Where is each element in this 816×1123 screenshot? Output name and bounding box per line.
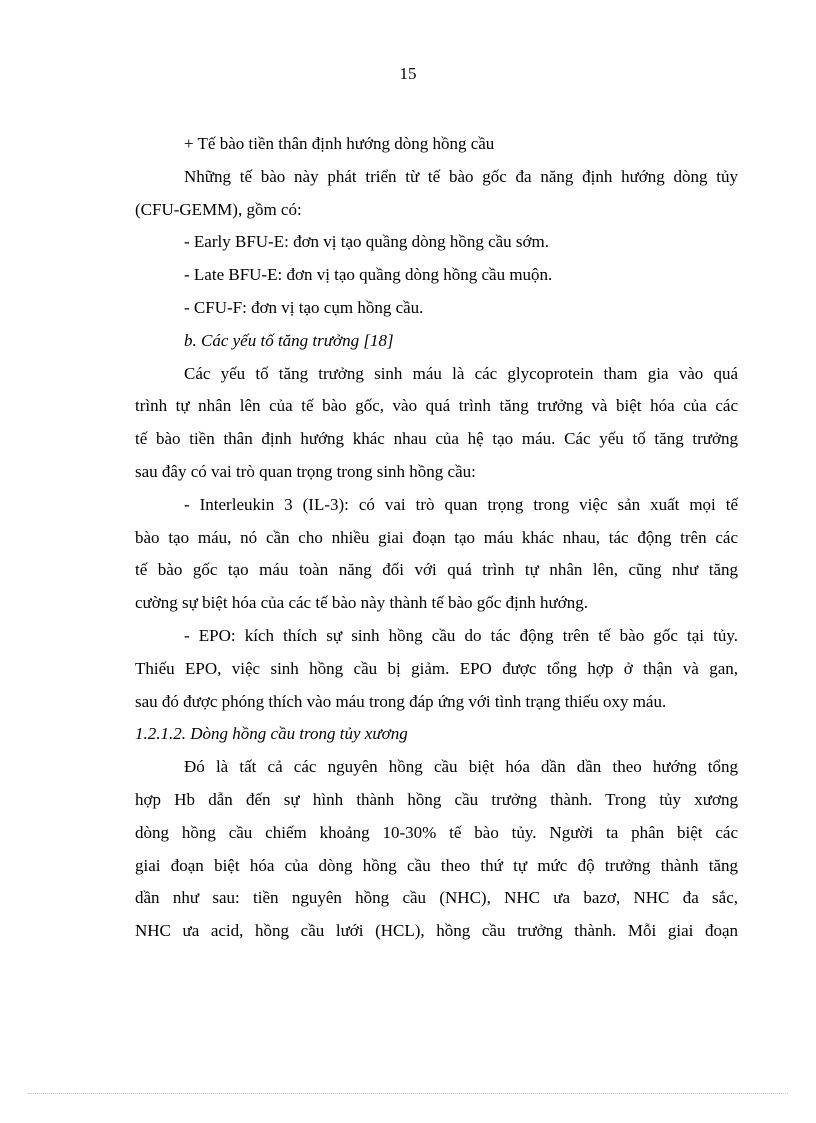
paragraph-growth-factors [135,358,738,489]
section-heading-erythroid-marrow [135,718,738,751]
page-number: 15 [399,64,417,83]
paragraph-interleukin-3 [135,489,738,620]
text-line: sau đó được phóng thích vào máu trong đáp ứng với tình trạng thiếu oxy máu. [135,691,667,711]
subheading-erythroid-progenitor [135,128,738,161]
text-line: Những tế bào này phát triển từ tế bào gốc đa năng định hướng dòng tủy [184,166,738,186]
list-item-cfu-f [135,292,738,325]
text-line: - CFU-F: đơn vị tạo cụm hồng cầu. [184,297,424,317]
list-item-early-bfu-e [135,226,738,259]
text-line: Các yếu tố tăng trưởng sinh máu là các glycoprotein tham gia vào quá [184,363,738,383]
text-line: sau đây có vai trò quan trọng trong sinh hồng cầu: [135,461,476,481]
text-line: 1.2.1.2. Dòng hồng cầu trong tủy xương [135,724,408,744]
text-line: giai đoạn biệt hóa của dòng hồng cầu theo thứ tự mức độ trưởng thành tăng [135,855,738,875]
paragraph-erythroid-maturation [135,751,738,948]
page-bottom-divider [28,1093,788,1094]
text-line: (CFU-GEMM), gồm có: [135,199,302,219]
text-line: - Late BFU-E: đơn vị tạo quầng dòng hồng cầu muộn. [184,265,553,285]
paragraph-origin [135,161,738,227]
text-line: cường sự biệt hóa của các tế bào này thành tế bào gốc định hướng. [135,593,589,613]
text-line: tế bào gốc tạo máu toàn năng đối với quá trình tự nhân lên, cũng như tăng [135,560,738,580]
section-heading-growth-factors [135,325,738,358]
text-line: NHC ưa acid, hồng cầu lưới (HCL), hồng cầu trưởng thành. Mỗi giai đoạn [135,921,738,941]
text-line: bào tạo máu, nó cần cho nhiều giai đoạn tạo máu khác nhau, tác động trên các [135,527,738,547]
text-line: Đó là tất cả các nguyên hồng cầu biệt hóa dần dần theo hướng tổng [184,757,738,777]
text-line: - Interleukin 3 (IL-3): có vai trò quan trọng trong việc sản xuất mọi tế [184,494,738,514]
text-line: hợp Hb dẫn đến sự hình thành hồng cầu trưởng thành. Trong tủy xương [135,789,738,809]
list-item-late-bfu-e [135,259,738,292]
document-body [135,128,738,948]
text-line: - Early BFU-E: đơn vị tạo quầng dòng hồng cầu sớm. [184,232,550,252]
text-line: dòng hồng cầu chiếm khoảng 10-30% tế bào tủy. Người ta phân biệt các [135,822,738,842]
paragraph-epo [135,620,738,718]
text-line: + Tế bào tiền thân định hướng dòng hồng cầu [184,134,495,153]
text-line: Thiếu EPO, việc sinh hồng cầu bị giảm. EPO được tổng hợp ở thận và gan, [135,658,738,678]
text-line: b. Các yếu tố tăng trưởng [18] [184,330,394,350]
text-line: dần như sau: tiền nguyên hồng cầu (NHC), NHC ưa bazơ, NHC đa sắc, [135,888,738,908]
text-line: trình tự nhân lên của tế bào gốc, vào quá trình tăng trưởng và biệt hóa của các [135,396,738,416]
text-line: - EPO: kích thích sự sinh hồng cầu do tác động trên tế bào gốc tại tủy. [184,625,738,645]
text-line: tế bào tiền thân định hướng khác nhau của hệ tạo máu. Các yếu tố tăng trưởng [135,429,738,449]
